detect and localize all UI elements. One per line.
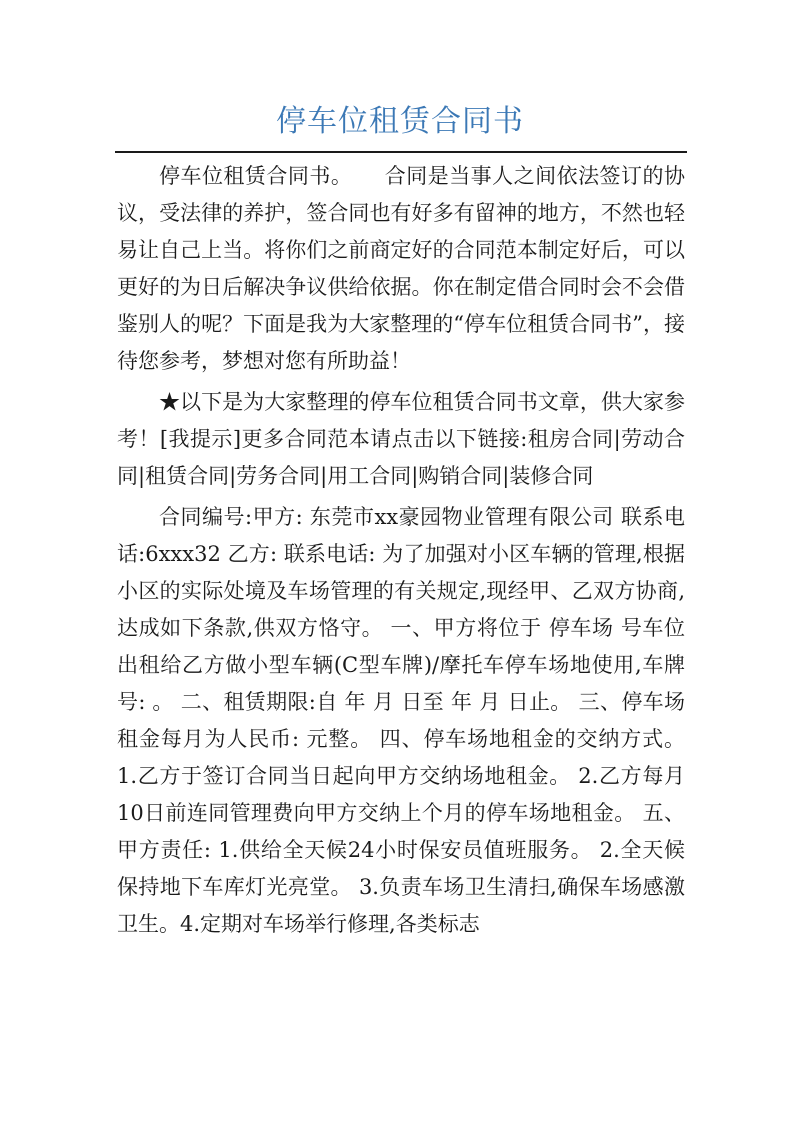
paragraph-contract-terms: 合同编号:甲方: 东莞市xx豪园物业管理有限公司 联系电话:6xxx32 乙方: 联系电话: 为了加强对小区车辆的管理,根据小区的实际处境及车场管理的有关规定,现经甲、乙双方协商,达成如下条款,供双方恪守。 一、甲方将位于 停车场 号车位出租给乙方做小型车辆(C型车牌)/摩托车停车场地使用,车牌号: 。 二、租赁期限:自 年 月 日至 年 月 日止。 三、停车场租金每月为人民币: 元整。 四、停车场地租金的交纳方式。 1.乙方于签订合同当日起向甲方交纳场地租金。 2.乙方每月10日前连同管理费向甲方交纳上个月的停车场地租金。 五、甲方责任: 1.供给全天候24小时保安员值班服务。 2.全天候保持地下车库灯光亮堂。 3.负责车场卫生清扫,确保车场感激卫生。4.定期对车场举行修理,各类标志 xyxy=(117,505,685,936)
title-divider xyxy=(115,151,687,153)
paragraph-intro: 停车位租赁合同书。 合同是当事人之间依法签订的协议，受法律的养护，签合同也有好多有留神的地方，不然也轻易让自己上当。将你们之前商定好的合同范本制定好后，可以更好的为日后解决争议供给依据。你在制定借合同时会不会借鉴别人的呢？下面是我为大家整理的“停车位租赁合同书”，接待您参考，梦想对您有所助益！ xyxy=(117,164,685,373)
paragraph-links: ★以下是为大家整理的停车位租赁合同书文章，供大家参考！[我提示]更多合同范本请点击以下链接:租房合同|劳动合同|租赁合同|劳务合同|用工合同|购销合同|装修合同 xyxy=(117,390,685,488)
document-body xyxy=(117,158,685,951)
document-title: 停车位租赁合同书 xyxy=(276,104,524,139)
